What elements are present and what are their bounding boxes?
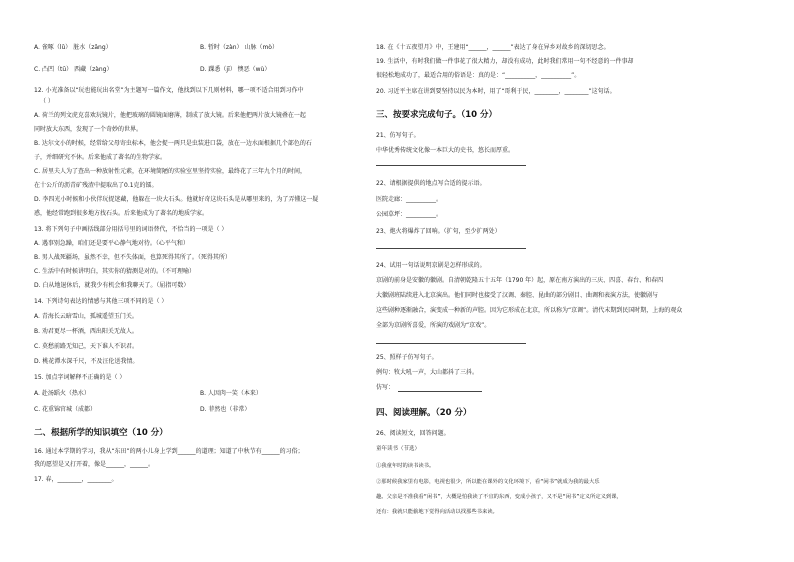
q16-line-2: 我的愿望是又打开着，像是______，______。 (34, 461, 155, 468)
q21-sentence: 中华优秀传统文化像一本巨大的史书，悠长而厚重。 (376, 147, 515, 154)
q14-line: A. 青海长云暗雪山，孤城遥望玉门关。 (34, 313, 138, 320)
q12-line: D. 李四光小时候和小伙伴玩捉迷藏，他躲在一块大石头。他就好奇这块石头是从哪里来的，为了弄懂这一疑 (34, 196, 319, 203)
q22-label: 22、请根据提供的地点写合适的提示语。 (376, 180, 486, 187)
q17-line: 17. 春，________，________。 (34, 476, 118, 483)
q24-passage-line: 大徽剧班陆续进入北京演出。他们同时也接受了汉调、秦腔、昆曲的部分剧目、曲调和表演方法，使徽剧与 (376, 292, 659, 299)
q14-line: B. 劝君更尽一杯酒，西出阳关无故人。 (34, 328, 138, 335)
q12-line: （ ） (40, 98, 54, 105)
q26-passage-line: ①我童年时的读书读书。 (376, 463, 435, 469)
answer-line (376, 165, 526, 166)
q11-option-d: D. 踝悉（jī） 懊恶（wù） (200, 66, 271, 73)
section-4-title: 四、阅读理解。（20 分） (376, 408, 472, 418)
q13-line: C. 生活中有时候讲明白，其实你的猜测是对的。（不可理喻） (34, 268, 196, 275)
q25-example: 例句：牧大吼一声，大山都抖了三抖。 (376, 369, 479, 376)
q14-line: C. 莫愁前路无知己，天下谁人不识君。 (34, 343, 139, 350)
answer-line (376, 248, 526, 249)
q25-fill-label: 仿写： (376, 384, 395, 391)
q12-line: 在十公斤的沥青矿残渣中提取出了0.1克的镭。 (34, 182, 158, 189)
q11-option-c: C. 凸凹（tū） 西藏（zàng） (34, 66, 113, 73)
q13-line: 13. 将下列句子中画括线部分用括号里的词语替代，不恰当的一项是（ ） (34, 226, 228, 233)
q23-label: 23、炮火将爆炸了回响。（扩句，至少扩两处） (376, 228, 501, 235)
q13-line: D. 白从地退休后，就我少有机会和我聊天了。（屈指可数） (34, 282, 190, 289)
q25-label: 25、照样子仿写句子。 (376, 354, 438, 361)
q26-passage-line: 趣。父亲是不准我看“闲书”，大概是怕我读了不宜的东西，变成小孩子，又不是“闲书”定义所定义到课， (376, 494, 622, 500)
q24-passage-line: 京剧的前身是安徽的徽剧。自清朝乾隆五十五年（1790 年）起，原在南方演出的三庆、四喜、春台、和春四 (376, 277, 664, 284)
q12-line: 12. 小光准备以“玩也能玩出名堂”为主题写一篇作文，他找到以下几则材料，哪一项不适合用到习作中 (34, 87, 304, 94)
q15-title: 15. 加点字词解释不正确的是（ ） (34, 374, 126, 381)
q15-option-c: C. 花重锦官城（成都） (34, 406, 97, 413)
q18-line: 18. 在《十五夜望月》中，王建用“______，______”表达了身在异乡对故乡的深切思念。 (376, 44, 610, 51)
q15-option-a: A. 赴汤蹈火（热水） (34, 390, 90, 397)
q14-line: D. 桃花潭水深千尺，不及汪伦送我情。 (34, 358, 139, 365)
q24-label: 24、试用一句话说明京剧是怎样形成的。 (376, 262, 486, 269)
q12-line: C. 居里夫人为了查出一种放射性元素，在环境简陋的实验室里坚持实验，最终花了三年九个月的时间， (34, 168, 307, 175)
q19-line-2: 很轻松地成功了，最适合用的俗语是：真的是：“__________，__________”。 (376, 72, 581, 79)
q22-park: 公园草坪：__________。 (376, 211, 443, 218)
q20-line: 20. 习近平主席在讲到要坚持以民为本时，用了“哥利于民，________，________”这句话。 (376, 88, 616, 95)
q12-line: 惑，他经常跑到很多地方找石头。后来他成为了著名的地质学家。 (34, 210, 209, 217)
q13-line: B. 男人战死疆场，虽然不幸，但不失体面，也算死得其所了。（死得其所） (34, 254, 231, 261)
answer-line (376, 343, 526, 344)
q22-hospital: 医院走廊：__________。 (376, 196, 443, 203)
q11-option-b: B. 暂时（zàn） 山脉（mò） (200, 44, 278, 51)
q12-line: 同时放大东西，发现了一个奇妙的世界。 (34, 126, 143, 133)
q26-passage-line: ②那时候我家里有电影，电视也很少，所以能在课外的文化环境下，看“闲书”就成为我的最大乐 (376, 479, 600, 485)
q12-line: A. 荷兰的列文虎克喜欢玩镜片，他把玻璃的圆镜面磨薄，制成了放大镜。后来他把两片放大镜叠在一起 (34, 112, 306, 119)
q14-line: 14. 下列诗句表达的情感与其他三项不同的是（ ） (34, 298, 168, 305)
q26-label: 26、阅读短文，回答问题。 (376, 430, 450, 437)
section-2-title: 二、根据所学的知识填空（10 分） (34, 428, 168, 438)
q15-option-d: D. 菲然也（非常） (200, 406, 251, 413)
q15-option-b: B. 人因肉一笑（本来） (200, 390, 262, 397)
q24-passage-line: 全部为京剧所喜爱，所演的戏剧为“京戏”。 (376, 322, 491, 329)
answer-line (398, 391, 482, 392)
q12-line: 子，并细研究不休。后来他成了著名的生物学家。 (34, 154, 167, 161)
q24-passage-line: 这些剧种逐渐融合，演变成一种新的声腔。因为它形成在北京，所以称为“京调”。清代末期到民国时期，上海的观众 (376, 307, 683, 314)
q26-passage-title: 童年读书（节选） (376, 446, 421, 452)
q19-line: 19. 生活中，有时我们做一件事花了很大精力，却没有成功，此时我们常用一句不经意的一件事却 (376, 58, 634, 65)
q11-option-a: A. 雀啄（lǔ） 脏水（zāng） (34, 44, 112, 51)
q16-line: 16. 通过本学期的学习，我从“东田”的两小儿身上学到______的道理；知道了中秋节有______的习俗； (34, 448, 304, 455)
section-3-title: 三、按要求完成句子。（10 分） (376, 110, 498, 120)
q21-label: 21、仿写句子。 (376, 132, 420, 139)
q12-line: B. 达尔文小的时候，经常给父母寄虫标本，他会捉一两只是虫装进口袋，放在一边水面根据几个部色的石 (34, 140, 312, 147)
q13-line: A. 遇事别急躁，咱们还是要平心静气地对待。（心平气和） (34, 240, 189, 247)
q26-passage-line: 还有：我就只能偷地下觉得向活动以找那些书来读。 (376, 509, 498, 515)
